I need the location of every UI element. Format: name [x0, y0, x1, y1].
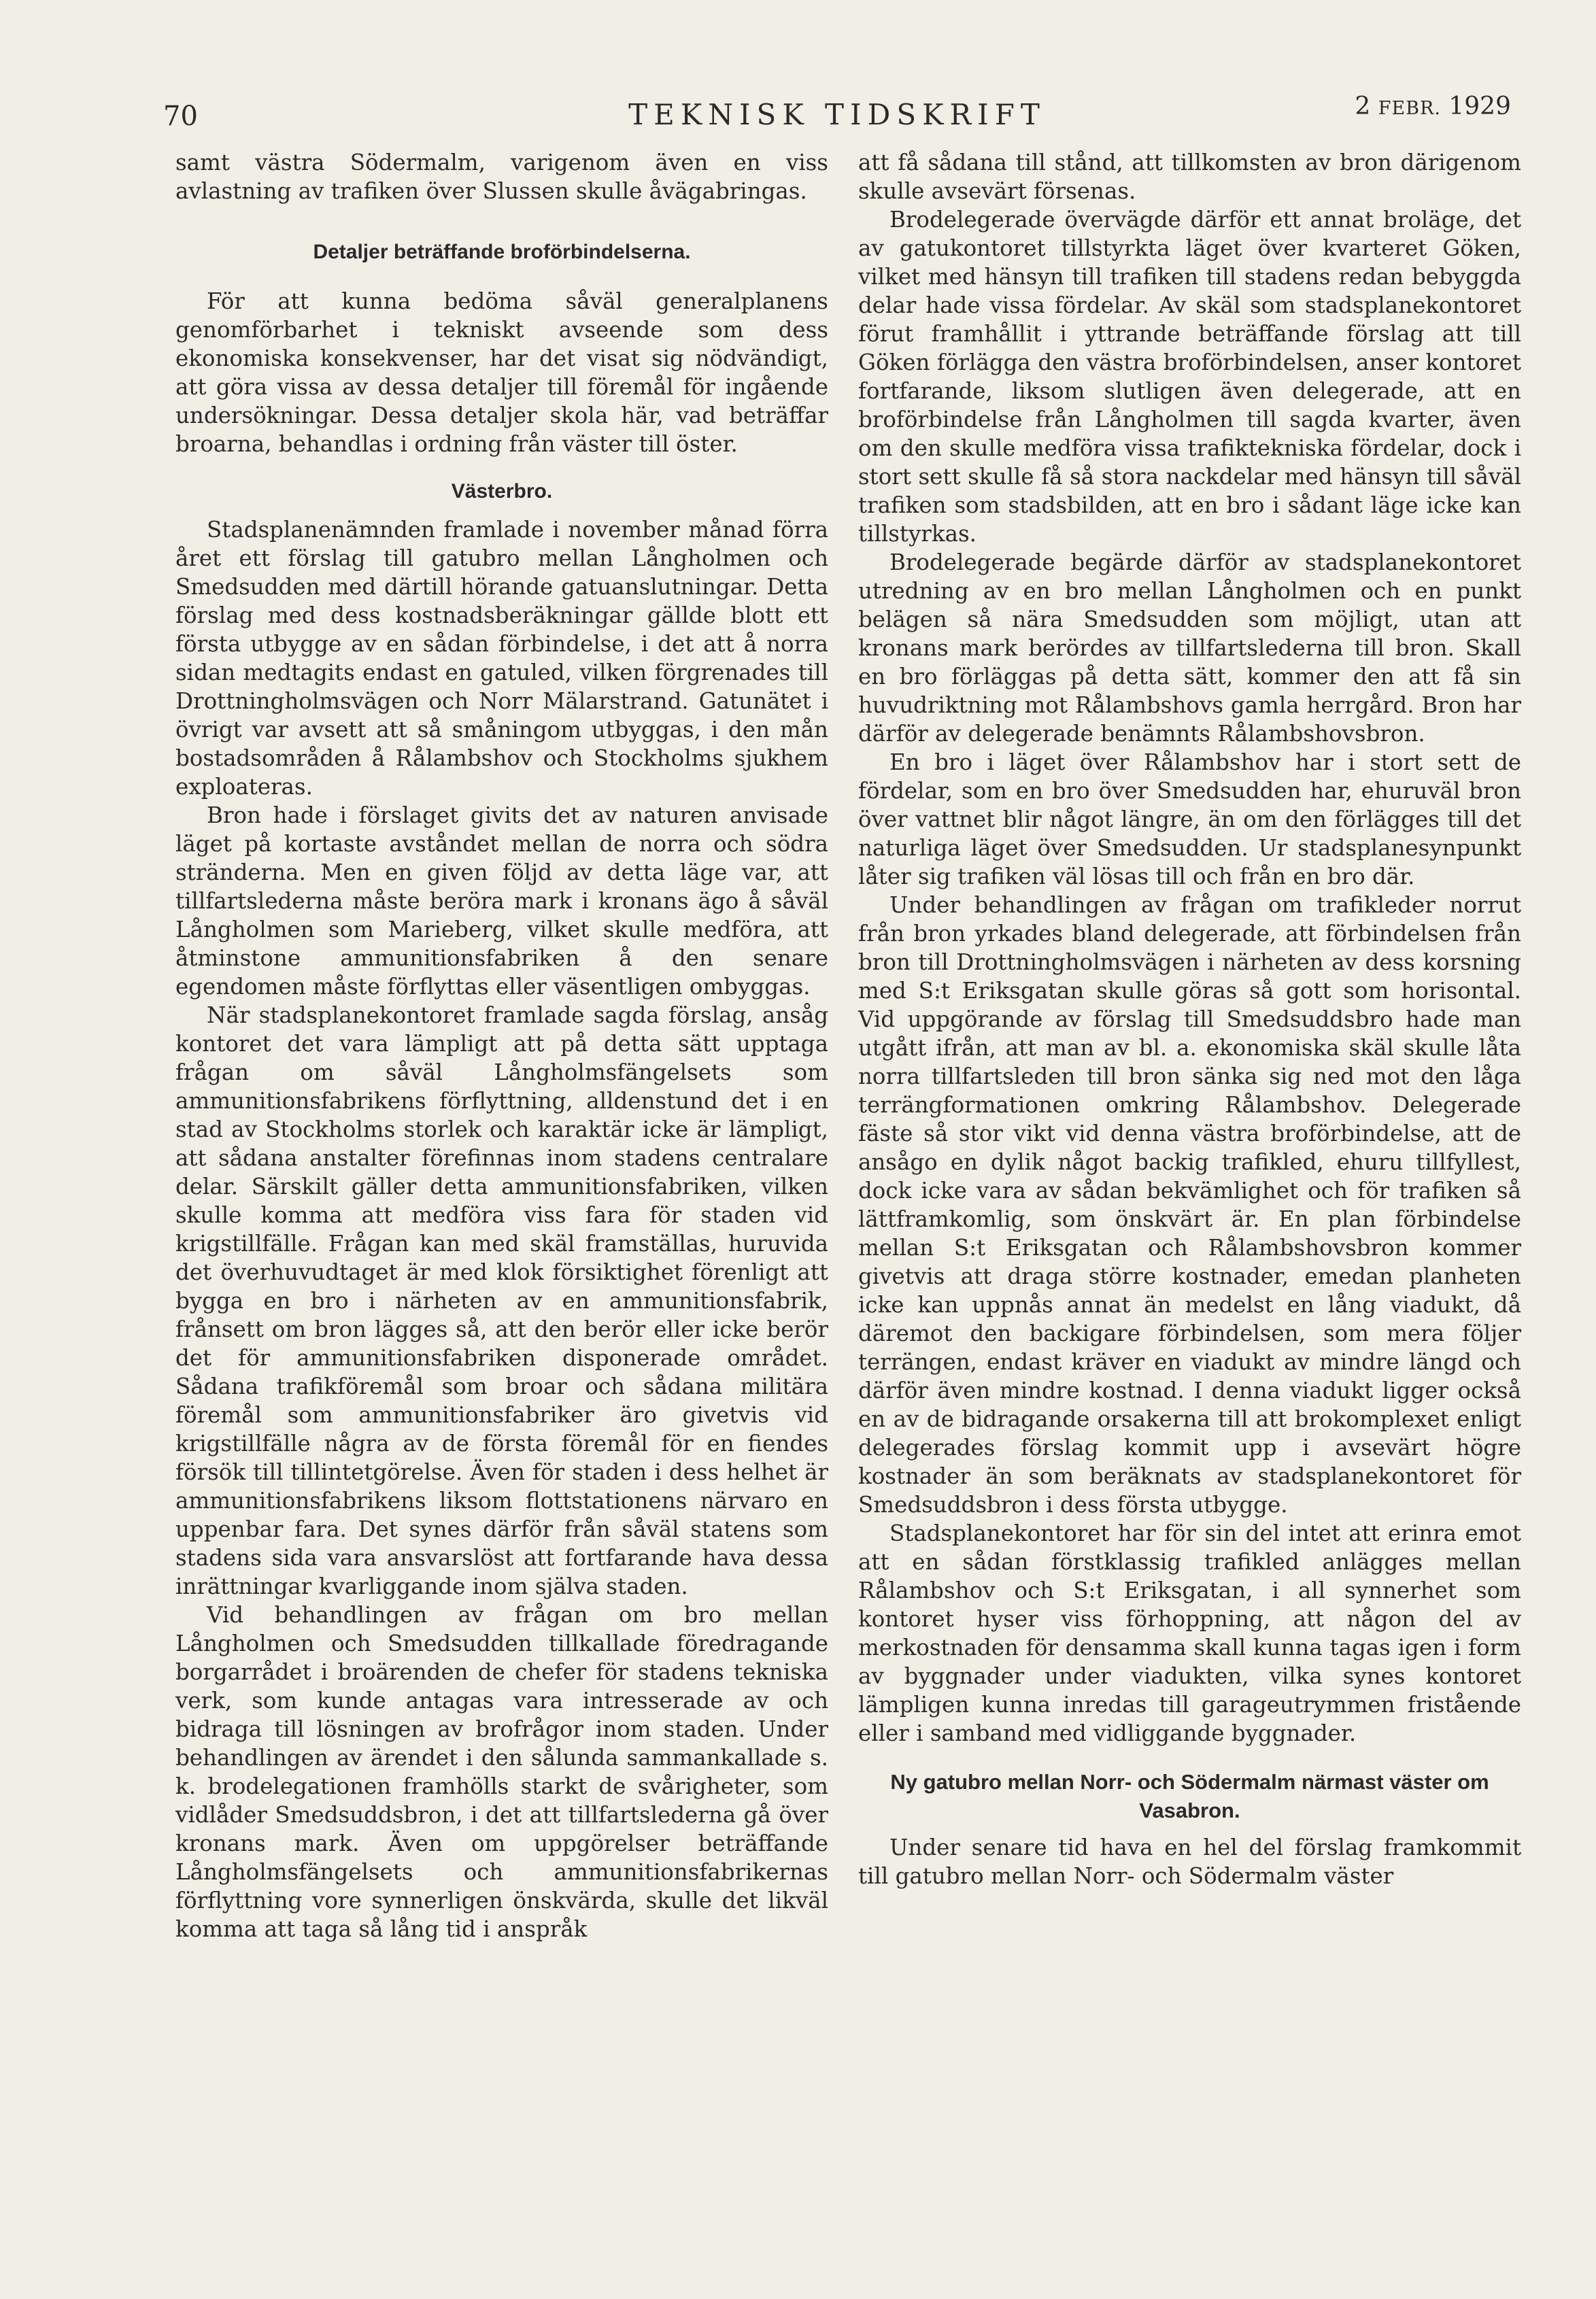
left-column — [175, 148, 828, 1943]
page-number: 70 — [163, 101, 198, 132]
issue-month: FEBR. — [1378, 98, 1441, 119]
paragraph: Under behandlingen av frågan om trafikleder norrut från bron yrkades bland delegerade, att förbindelsen från bron till Drottningholmsvägen i närheten av dess korsning med S:t Eriksgatan skulle göras så gott som horisontal. Vid uppgörande av förslag till Smedsuddsbro hade man utgått ifrån, att man av bl. a. ekonomiska skäl skulle låta norra tillfartsleden till bron sänka sig ned mot den låga terrängformationen omkring Rålambshov. Delegerade fäste så stor vikt vid denna västra broförbindelse, att de ansågo en dylik något backig trafikled, ehuru tillfyllest, dock icke vara av sådan bekvämlighet och för trafiken så lättframkomlig, som önskvärt är. En plan förbindelse mellan S:t Eriksgatan och Rålambshovsbron kommer givetvis att draga större kostnader, emedan planheten icke kan uppnås annat än medelst en lång viadukt, då däremot den backigare förbindelsen, som mera följer terrängen, endast kräver en viadukt av mindre längd och därför även mindre kostnad. I denna viadukt ligger också en av de bidragande orsakerna till att brokomplexet enligt delegerades förslag kommit upp i avsevärt högre kostnader än som beräknats av stadsplanekontoret för Smedsuddsbron i dess första utbygge. — [858, 892, 1521, 1518]
paragraph-details: För att kunna bedöma såväl generalplanens genomförbarhet i tekniskt avseende som dess ekonomiska konsekvenser, har det visat sig nödvändigt, att göra vissa av dessa detaljer till föremål för ingående undersökningar. Dessa detaljer skola här, vad beträffar broarna, behandlas i ordning från väster till öster. — [175, 288, 828, 457]
paragraph: Brodelegerade övervägde därför ett annat broläge, det av gatukontoret tillstyrkta läget över kvarteret Göken, vilket med hänsyn till trafiken till stadens redan bebyggda delar hade vissa fördelar. Av skäl som stadsplanekontoret förut framhållit i yttrande beträffande förslag att till Göken förlägga den västra broförbindelsen, anser kontoret fortfarande, liksom slutligen även delegerade, att en broförbindelse från Långholmen till sagda kvarter, även om den skulle medföra vissa trafiktekniska fördelar, dock i stort sett skulle få så stora nackdelar med hänsyn till såväl trafiken som stadsbilden, att en bro i sådant läge icke kan tillstyrkas. — [858, 207, 1521, 547]
running-head — [163, 88, 1511, 136]
paragraph: Under senare tid hava en hel del förslag framkommit till gatubro mellan Norr- och Södermalm väster — [858, 1835, 1521, 1889]
section-heading-new-street-bridge: Ny gatubro mellan Norr- och Södermalm närmast väster om Vasabron. — [890, 1770, 1489, 1822]
section-heading-bridge-details: Detaljer beträffande broförbindelserna. — [313, 241, 691, 263]
issue-year: 1929 — [1448, 92, 1511, 120]
paragraph-intro: samt västra Södermalm, varigenom även en viss avlastning av trafiken över Slussen skulle åvägabringas. — [175, 150, 828, 204]
paragraph: Stadsplanenämnden framlade i november månad förra året ett förslag till gatubro mellan Långholmen och Smedsudden med därtill hörande gatuanslutningar. Detta förslag med dess kostnadsberäkningar gällde blott ett första utbygge av en sådan förbindelse, i det att å norra sidan medtagits endast en gatuled, vilken förgrenades till Drottningholmsvägen och Norr Mälarstrand. Gatunätet i övrigt var avsett att så småningom utbyggas, i den mån bostadsområden å Rålambshov och Stockholms sjukhem exploateras. — [175, 517, 828, 800]
journal-title: TEKNISK TIDSKRIFT — [628, 98, 1046, 131]
paragraph: Bron hade i förslaget givits det av naturen anvisade läget på kortaste avståndet mellan de norra och södra stränderna. Men en given följd av detta läge var, att tillfartslederna måste beröra mark i kronans ägo å såväl Långholmen som Marieberg, vilket skulle medföra, att åtminstone ammunitionsfabriken å den senare egendomen måste förflyttas eller väsentligen ombyggas. — [175, 802, 828, 1000]
right-column — [858, 148, 1521, 1890]
paragraph: När stadsplanekontoret framlade sagda förslag, ansåg kontoret det vara lämpligt att på detta sätt upptaga frågan om såväl Långholmsfängelsets som ammunitionsfabrikens förflyttning, alldenstund det i en stad av Stockholms storlek och karaktär icke är lämpligt, att sådana anstalter förefinnas inom stadens centralare delar. Särskilt gäller detta ammunitionsfabriken, vilken skulle komma att medföra viss fara för staden vid krigstillfälle. Frågan kan med skäl framställas, huruvida det överhuvudtaget är med klok försiktighet förenligt att bygga en bro i närheten av en ammunitionsfabrik, frånsett om bron lägges så, att den berör eller icke berör det för ammunitionsfabriken disponerade området. Sådana trafikföremål som broar och sådana militära föremål som ammunitionsfabriker äro givetvis vid krigstillfälle några av de första föremål för en fiendes försök till tillintetgörelse. Även för staden i dess helhet är ammunitionsfabrikens liksom flottstationens närvaro en uppenbar fara. Det synes därför från såväl statens som stadens sida vara ansvarslöst att fortfarande hava dessa inrättningar kvarliggande inom själva staden. — [175, 1002, 828, 1599]
paragraph: Vid behandlingen av frågan om bro mellan Långholmen och Smedsudden tillkallade föredragande borgarrådet i broärenden de chefer för stadens tekniska verk, som kunde antagas vara intresserade av och bidraga till lösningen av brofrågor inom staden. Under behandlingen av ärendet i den sålunda sammankallade s. k. brodelegationen framhölls starkt de svårigheter, som vidlåder Smedsuddsbron, i det att tillfartslederna gå över kronans mark. Även om uppgörelser beträffande Långholmsfängelsets och ammunitionsfabrikernas förflyttning vore synnerligen önskvärda, skulle det likväl komma att taga så lång tid i anspråk — [175, 1602, 828, 1942]
issue-day: 2 — [1355, 92, 1371, 120]
paragraph: En bro i läget över Rålambshov har i stort sett de fördelar, som en bro över Smedsudden har, ehuruväl bron över vattnet blir något längre, än om den förlägges till det naturliga läget över Smedsudden. Ur stadsplanesynpunkt låter sig trafiken väl lösas till och från en bro där. — [858, 749, 1521, 889]
paragraph: Brodelegerade begärde därför av stadsplanekontoret utredning av en bro mellan Långholmen och en punkt belägen så nära Smedsudden som möjligt, utan att kronans mark berördes av tillfartslederna till bron. Skall en bro förläggas på detta sätt, kommer den att få sin huvudriktning mot Rålambshovs gamla herrgård. Bron har därför av delegerade benämnts Rålambshovsbron. — [858, 549, 1521, 747]
paragraph-continued: att få sådana till stånd, att tillkomsten av bron därigenom skulle avsevärt försenas. — [858, 150, 1521, 204]
section-heading-vasterbro: Västerbro. — [451, 480, 553, 503]
paragraph: Stadsplanekontoret har för sin del intet att erinra emot att en sådan förstklassig trafikled anlägges mellan Rålambshov och S:t Eriksgatan, i all synnerhet som kontoret hyser viss förhoppning, att någon del av merkostnaden för densamma skall kunna tagas igen i form av byggnader under viadukten, vilka synes kontoret lämpligen kunna inredas till garageutrymmen fristående eller i samband med vidliggande byggnader. — [858, 1520, 1521, 1746]
issue-date — [1355, 92, 1511, 120]
